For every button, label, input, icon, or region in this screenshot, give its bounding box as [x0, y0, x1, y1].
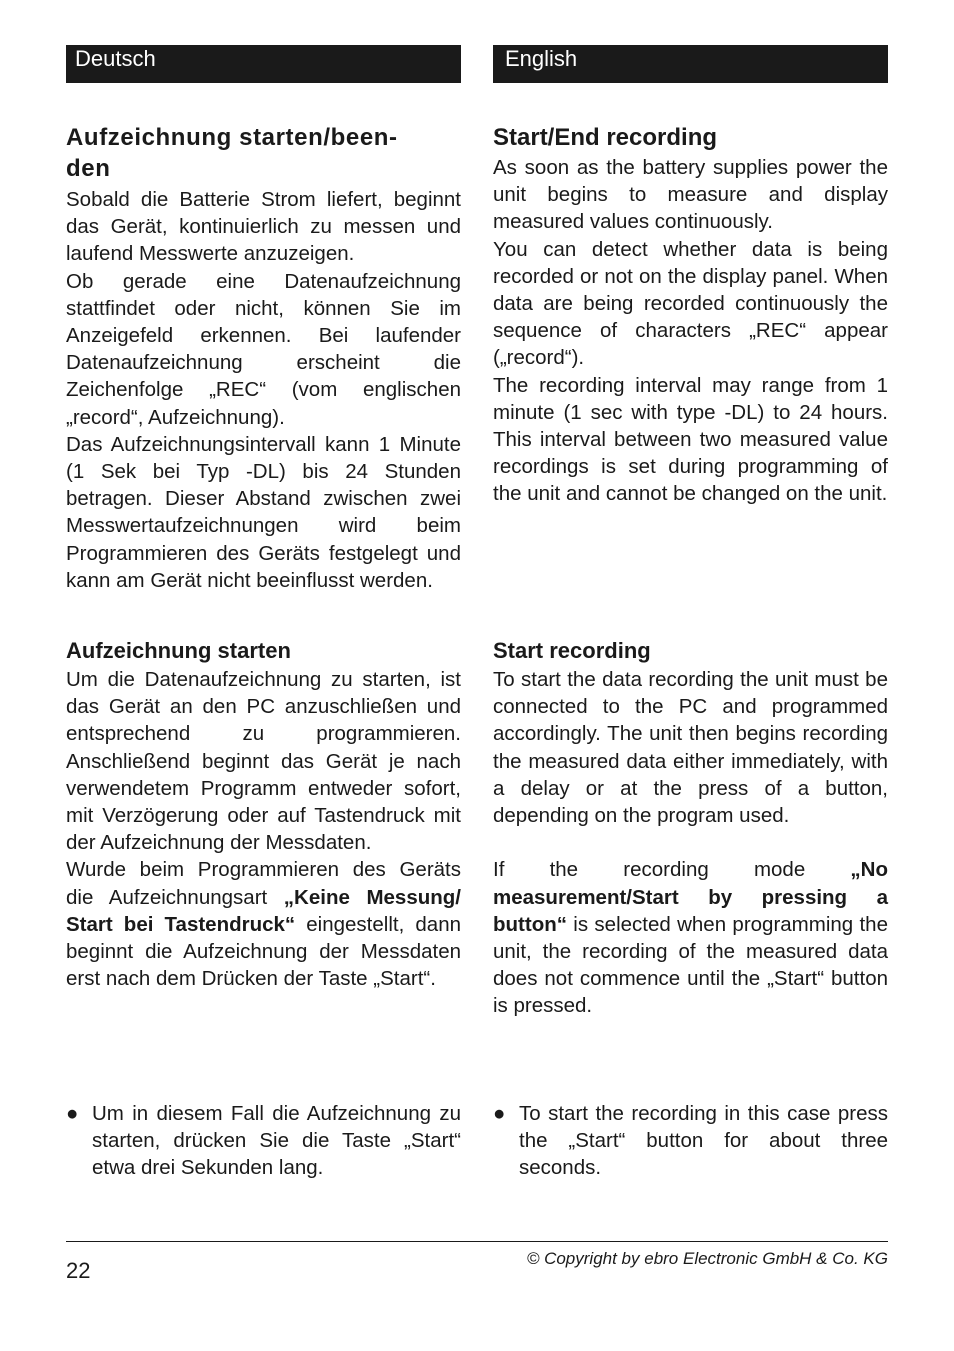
- paragraph: The recording interval may range from 1 minute (1 sec with type -DL) to 24 hours. This interval between two measured value recordings is set during programming of the unit and cannot be changed on the unit.: [493, 373, 888, 506]
- bullet-icon: ●: [493, 1102, 506, 1125]
- section-title-de: Aufzeichnung starten/been- den: [66, 124, 398, 182]
- paragraph: As soon as the battery supplies power the unit begins to measure and display measured values continuously.: [493, 156, 888, 234]
- language-label: Deutsch: [75, 46, 156, 71]
- text-run: eingestellt, dann beginnt die Aufzeichnung der Messdaten erst nach dem Drücken der Taste „Start“.: [66, 912, 461, 991]
- page-number: 22: [66, 1258, 91, 1283]
- language-label: English: [505, 46, 578, 71]
- bullet-text: To start the recording in this case press the „Start“ button for about three seconds.: [519, 1102, 888, 1180]
- copyright-notice: © Copyright by ebro Electronic GmbH & Co. KG: [526, 1249, 888, 1268]
- text-run: If the recording mode: [493, 858, 851, 882]
- paragraph: Um die Datenaufzeichnung zu starten, ist das Gerät an den PC anzuschließen und entsprechend zu programmieren. Anschließend beginnt das Gerät je nach verwendetem Programm entweder sofort, mit Verzögerung oder auf Tastendruck mit der Aufzeichnung der Messdaten.: [66, 668, 461, 855]
- intro-text-en: [493, 154, 888, 508]
- paragraph: Das Aufzeichnungsintervall kann 1 Minute (1 Sek bei Typ -DL) bis 24 Stunden betragen. Dieser Abstand zwischen zwei Messwertaufzeichnungen wird beim Programmieren des Geräts festgelegt und kann am Gerät nicht beeinflusst werden.: [66, 432, 461, 592]
- mode-name: „Keine Messung/ Start bei Tastendruck“: [66, 885, 461, 936]
- bullet-text: Um in diesem Fall die Aufzeichnung zu starten, drücken Sie die Taste „Start“ etwa drei Sekunden lang.: [92, 1102, 461, 1180]
- mode-paragraph: [493, 856, 888, 1019]
- paragraph: Sobald die Batterie Strom liefert, beginnt das Gerät, kontinuierlich zu messen und laufend Messwerte anzuzeigen.: [66, 188, 461, 266]
- start-text-de: [66, 666, 461, 992]
- text-run: Wurde beim Programmieren des Geräts die Aufzeichnungsart: [66, 858, 461, 909]
- paragraph: You can detect whether data is being recorded or not on the display panel. When data are being recorded continuously the sequence of characters „REC“ appear („record“).: [493, 237, 888, 370]
- language-header-english: [493, 45, 888, 83]
- section-title-en: Start/End recording: [493, 124, 718, 151]
- footer-divider: [66, 1241, 888, 1242]
- text-run: is selected when programming the unit, the recording of the measured data does not commence until the „Start“ button is pressed.: [493, 912, 888, 1018]
- start-text-en: [493, 666, 888, 1020]
- intro-text-de: [66, 186, 461, 594]
- language-header-deutsch: [66, 45, 461, 83]
- mode-paragraph: [66, 856, 461, 992]
- paragraph: To start the data recording the unit must be connected to the PC and programmed accordingly. The unit then begins recording the measured data either immediately, with a delay or at the press of a button, depending on the program used.: [493, 668, 888, 828]
- subheading-en: Start recording: [493, 638, 651, 663]
- mode-name: „No measurement/Start by pressing a button“: [493, 858, 888, 936]
- paragraph: Ob gerade eine Datenaufzeichnung stattfindet oder nicht, können Sie im Anzeigefeld erkennen. Bei laufender Datenaufzeichnung erscheint die Zeichenfolge „REC“ (vom englischen „record“, Aufzeichnung).: [66, 269, 461, 429]
- bullet-icon: ●: [66, 1102, 79, 1125]
- subheading-de: Aufzeichnung starten: [66, 638, 291, 663]
